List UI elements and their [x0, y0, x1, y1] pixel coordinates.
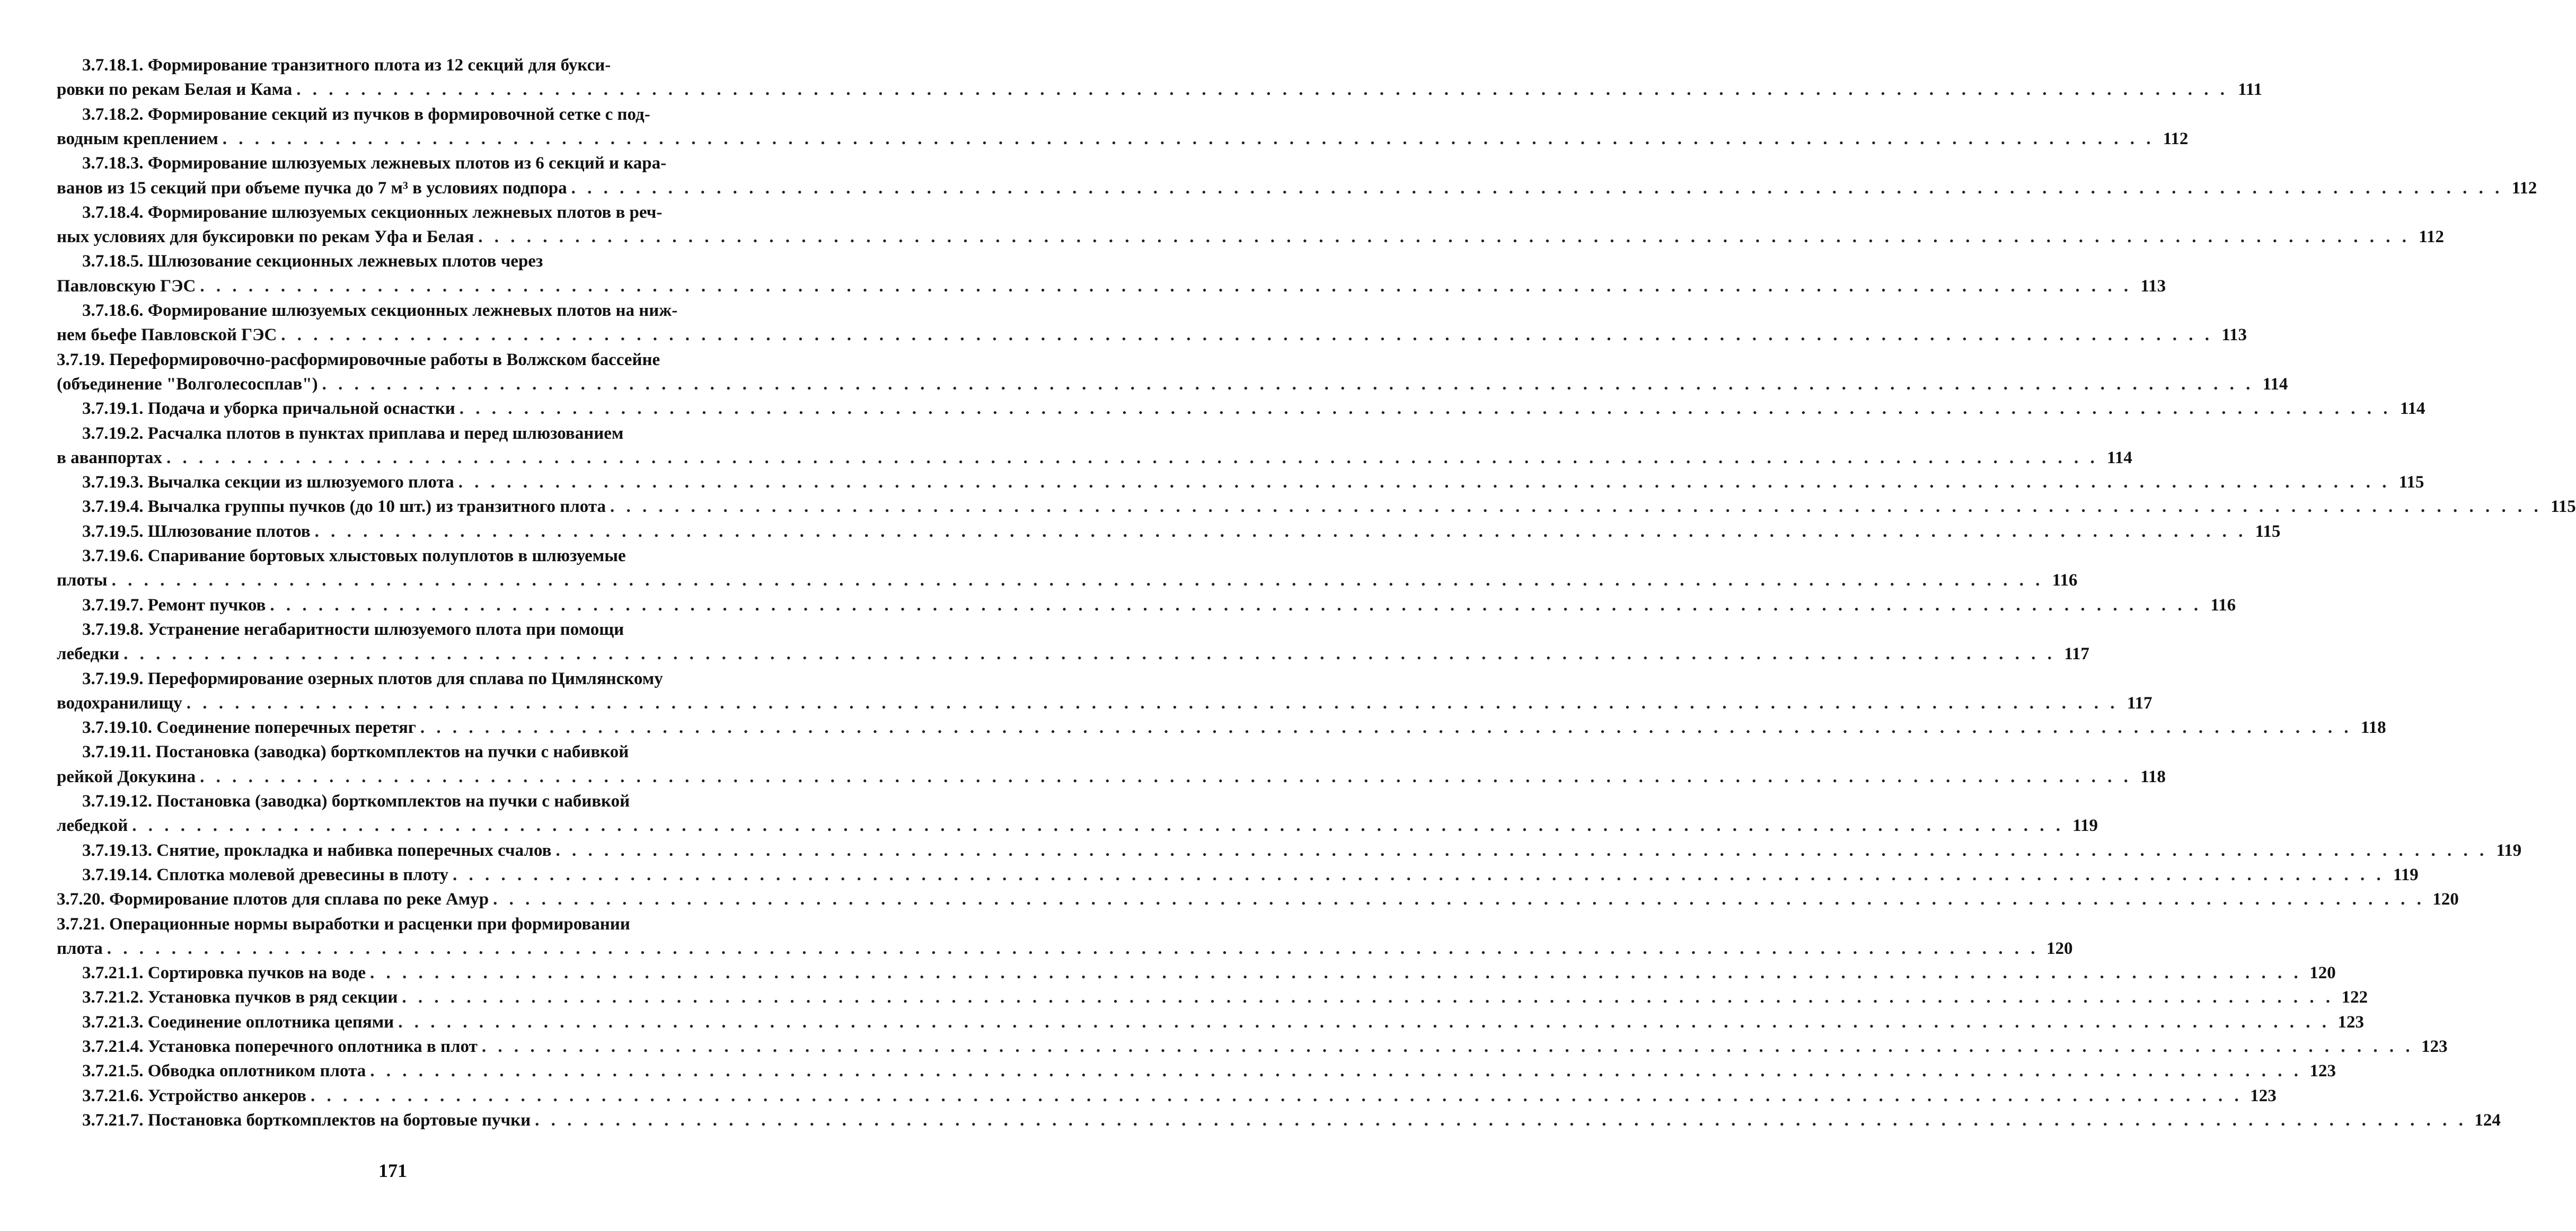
toc-line: [82, 617, 727, 642]
toc-line: [82, 715, 2386, 740]
toc-page-number: 119: [2072, 816, 2098, 836]
dot-leader: . . . . . . . . . . . . . . . . . . . . . . . . . . . . . . . . . . . . . . . . . . . . . . . . . . . . . . . . . . . . . . . . . . . . . . . . . . . . . . . . . . . . . . . . . . . . . . . . . . . . . . . . . . . . . . . . . . . . . . . .: [459, 399, 2392, 419]
toc-entry-title: в аванпортах: [57, 448, 162, 467]
toc-entry-title: 3.7.19.7. Ремонт пучков: [82, 595, 266, 615]
toc-entry-title: 3.7.18.2. Формирование секций из пучков в формировочной сетке с под-: [82, 104, 650, 124]
toc-line: [82, 985, 2368, 1009]
dot-leader: . . . . . . . . . . . . . . . . . . . . . . . . . . . . . . . . . . . . . . . . . . . . . . . . . . . . . . . . . . . . . . . . . . . . . . . . . . . . . . . . . . . . . . . . . . . . . . . . . . . . . . . . . . . . . . . . . . . . . . . .: [186, 693, 2119, 713]
dot-leader: . . . . . . . . . . . . . . . . . . . . . . . . . . . . . . . . . . . . . . . . . . . . . . . . . . . . . . . . . . . . . . . . . . . . . . . . . . . . . . . . . . . . . . . . . . . . . . . . . . . . . . . . . . . . . . . . . . . . . . . .: [123, 644, 2055, 664]
toc-line: [82, 53, 727, 77]
toc-entry-title: нем бьефе Павловской ГЭС: [57, 325, 277, 345]
toc-page-number: 115: [2398, 473, 2424, 492]
toc-entry-title: 3.7.18.1. Формирование транзитного плота из 12 секций для букси-: [82, 56, 611, 75]
toc-entry-title: 3.7.19.8. Устранение негабаритности шлюзуемого плота при помощи: [82, 619, 624, 639]
dot-leader: . . . . . . . . . . . . . . . . . . . . . . . . . . . . . . . . . . . . . . . . . . . . . . . . . . . . . . . . . . . . . . . . . . . . . . . . . . . . . . . . . . . . . . . . . . . . . . . . . . . . . . . . . . . . . . . . . . . . . . . .: [370, 1061, 2302, 1081]
toc-line: [57, 127, 2189, 151]
toc-entry-title: 3.7.19.9. Переформирование озерных плотов для сплава по Цимлянскому: [82, 669, 663, 688]
toc-page-number: 114: [2107, 448, 2132, 467]
toc-line: [82, 298, 727, 323]
toc-entry-title: Павловскую ГЭС: [57, 276, 196, 296]
dot-leader: . . . . . . . . . . . . . . . . . . . . . . . . . . . . . . . . . . . . . . . . . . . . . . . . . . . . . . . . . . . . . . . . . . . . . . . . . . . . . . . . . . . . . . . . . . . . . . . . . . . . . . . . . . . . . . . . . . . . . . . .: [555, 840, 2488, 860]
toc-line: [82, 494, 2576, 519]
dot-leader: . . . . . . . . . . . . . . . . . . . . . . . . . . . . . . . . . . . . . . . . . . . . . . . . . . . . . . . . . . . . . . . . . . . . . . . . . . . . . . . . . . . . . . . . . . . . . . . . . . . . . . . . . . . . . . . . . . . . . . . .: [310, 1086, 2243, 1105]
toc-line: [82, 470, 2424, 494]
dot-leader: . . . . . . . . . . . . . . . . . . . . . . . . . . . . . . . . . . . . . . . . . . . . . . . . . . . . . . . . . . . . . . . . . . . . . . . . . . . . . . . . . . . . . . . . . . . . . . . . . . . . . . . . . . . . . . . . . . . . . . . .: [222, 129, 2155, 148]
toc-page-number: 113: [2221, 325, 2247, 345]
toc-line: [57, 274, 2166, 298]
toc-page-number: 122: [2341, 988, 2368, 1007]
toc-entry-title: лебедки: [57, 644, 120, 664]
toc-page-number: 123: [2421, 1037, 2448, 1056]
toc-line: [57, 176, 2537, 200]
toc-entry-title: 3.7.19. Переформировочно-расформировочные работы в Волжском бассейне: [57, 350, 660, 369]
toc-line: [57, 446, 2132, 470]
toc-line: [82, 789, 727, 813]
toc-entry-title: 3.7.21.7. Постановка борткомплектов на бортовые пучки: [82, 1110, 531, 1130]
toc-line: [82, 200, 727, 225]
toc-entry-title: 3.7.20. Формирование плотов для сплава по реке Амур: [57, 890, 489, 909]
toc-line: [82, 249, 727, 273]
toc-line: [82, 863, 2419, 887]
toc-entry-title: 3.7.18.6. Формирование шлюзуемых секционных лежневых плотов на ниж-: [82, 301, 678, 320]
toc-line: [57, 936, 2073, 961]
toc-page-number: 115: [2551, 497, 2576, 517]
toc-page-number: 120: [2432, 890, 2459, 909]
toc-entry-title: 3.7.21.1. Сортировка пучков на воде: [82, 963, 366, 983]
toc-page-number: 117: [2127, 693, 2152, 713]
toc-entry-title: 3.7.21.4. Установка поперечного оплотника в плот: [82, 1037, 478, 1056]
dot-leader: . . . . . . . . . . . . . . . . . . . . . . . . . . . . . . . . . . . . . . . . . . . . . . . . . . . . . . . . . . . . . . . . . . . . . . . . . . . . . . . . . . . . . . . . . . . . . . . . . . . . . . . . . . . . . . . . . . . . . . . .: [296, 80, 2228, 100]
toc-entry-title: ных условиях для буксировки по рекам Уфа и Белая: [57, 227, 474, 247]
toc-line: [57, 77, 2262, 102]
toc-entry-title: 3.7.19.6. Спаривание бортовых хлыстовых полуплотов в шлюзуемые: [82, 546, 626, 565]
toc-line: [82, 838, 2522, 863]
toc-line: [57, 323, 2247, 347]
toc-line: [82, 961, 2336, 985]
toc-entry-title: (объединение "Волголесосплав"): [57, 374, 318, 394]
toc-entry-title: 3.7.19.13. Снятие, прокладка и набивка поперечных счалов: [82, 840, 552, 860]
toc-page-number: 124: [2474, 1110, 2501, 1130]
toc-entry-title: 3.7.19.10. Соединение поперечных перетяг: [82, 718, 416, 738]
toc-entry-title: 3.7.19.11. Постановка (заводка) борткомплектов на пучки с набивкой: [82, 742, 629, 762]
toc-page-number: 111: [2238, 80, 2262, 100]
dot-leader: . . . . . . . . . . . . . . . . . . . . . . . . . . . . . . . . . . . . . . . . . . . . . . . . . . . . . . . . . . . . . . . . . . . . . . . . . . . . . . . . . . . . . . . . . . . . . . . . . . . . . . . . . . . . . . . . . . . . . . . .: [314, 521, 2247, 541]
toc-line: [82, 1034, 2448, 1059]
dot-leader: . . . . . . . . . . . . . . . . . . . . . . . . . . . . . . . . . . . . . . . . . . . . . . . . . . . . . . . . . . . . . . . . . . . . . . . . . . . . . . . . . . . . . . . . . . . . . . . . . . . . . . . . . . . . . . . . . . . . . . . .: [270, 595, 2202, 615]
dot-leader: . . . . . . . . . . . . . . . . . . . . . . . . . . . . . . . . . . . . . . . . . . . . . . . . . . . . . . . . . . . . . . . . . . . . . . . . . . . . . . . . . . . . . . . . . . . . . . . . . . . . . . . . . . . . . . . . . . . . . . . .: [200, 276, 2132, 296]
toc-line: [57, 348, 727, 372]
toc-line: [82, 151, 727, 175]
toc-line: [82, 519, 2281, 544]
toc-page-number: 112: [2511, 178, 2537, 198]
toc-line: [82, 396, 2425, 421]
dot-leader: . . . . . . . . . . . . . . . . . . . . . . . . . . . . . . . . . . . . . . . . . . . . . . . . . . . . . . . . . . . . . . . . . . . . . . . . . . . . . . . . . . . . . . . . . . . . . . . . . . . . . . . . . . . . . . . . . . . . . . . .: [402, 988, 2334, 1007]
toc-line: [82, 593, 2236, 617]
toc-line: [57, 691, 2152, 715]
dot-leader: . . . . . . . . . . . . . . . . . . . . . . . . . . . . . . . . . . . . . . . . . . . . . . . . . . . . . . . . . . . . . . . . . . . . . . . . . . . . . . . . . . . . . . . . . . . . . . . . . . . . . . . . . . . . . . . . . . . . . . . .: [200, 767, 2132, 786]
toc-entry-title: 3.7.19.3. Вычалка секции из шлюзуемого плота: [82, 473, 454, 492]
toc-entry-title: 3.7.19.2. Расчалка плотов в пунктах приплава и перед шлюзованием: [82, 423, 624, 443]
toc-line: [82, 1059, 2336, 1083]
toc-page-number: 123: [2309, 1061, 2336, 1081]
toc-entry-title: 3.7.19.14. Сплотка молевой древесины в плоту: [82, 865, 448, 884]
toc-page-number: 115: [2255, 521, 2281, 541]
dot-leader: . . . . . . . . . . . . . . . . . . . . . . . . . . . . . . . . . . . . . . . . . . . . . . . . . . . . . . . . . . . . . . . . . . . . . . . . . . . . . . . . . . . . . . . . . . . . . . . . . . . . . . . . . . . . . . . . . . . . . . . .: [398, 1012, 2330, 1032]
toc-page-number: 123: [2250, 1086, 2277, 1105]
toc-entry-title: 3.7.19.4. Вычалка группы пучков (до 10 шт.) из транзитного плота: [82, 497, 606, 517]
toc-entry-title: 3.7.18.4. Формирование шлюзуемых секционных лежневых плотов в реч-: [82, 202, 663, 222]
toc-entry-title: ванов из 15 секций при объеме пучка до 7 м³ в условиях подпора: [57, 178, 567, 198]
toc-page-number: 119: [2393, 865, 2419, 884]
dot-leader: . . . . . . . . . . . . . . . . . . . . . . . . . . . . . . . . . . . . . . . . . . . . . . . . . . . . . . . . . . . . . . . . . . . . . . . . . . . . . . . . . . . . . . . . . . . . . . . . . . . . . . . . . . . . . . . . . . . . . . . .: [281, 325, 2213, 345]
toc-page-number: 117: [2064, 644, 2089, 664]
toc-entry-title: плоты: [57, 571, 108, 590]
toc-entry-title: 3.7.21.2. Установка пучков в ряд секции: [82, 988, 398, 1007]
toc-page-number: 120: [2046, 938, 2073, 958]
page-number: 171: [378, 1160, 407, 1181]
toc-page-number: 114: [2262, 374, 2288, 394]
toc-line: [82, 1108, 2501, 1132]
toc-entry-title: водным креплением: [57, 129, 218, 148]
toc-entry-title: 3.7.21. Операционные нормы выработки и расценки при формировании: [57, 914, 630, 934]
toc-line: [82, 1084, 2277, 1108]
toc-entry-title: 3.7.21.6. Устройство анкеров: [82, 1086, 306, 1105]
toc-entry-title: ровки по рекам Белая и Кама: [57, 80, 293, 100]
toc-entry-title: 3.7.21.5. Обводка оплотником плота: [82, 1061, 366, 1081]
toc-line: [57, 887, 2459, 911]
dot-leader: . . . . . . . . . . . . . . . . . . . . . . . . . . . . . . . . . . . . . . . . . . . . . . . . . . . . . . . . . . . . . . . . . . . . . . . . . . . . . . . . . . . . . . . . . . . . . . . . . . . . . . . . . . . . . . . . . . . . . . . .: [610, 497, 2542, 517]
dot-leader: . . . . . . . . . . . . . . . . . . . . . . . . . . . . . . . . . . . . . . . . . . . . . . . . . . . . . . . . . . . . . . . . . . . . . . . . . . . . . . . . . . . . . . . . . . . . . . . . . . . . . . . . . . . . . . . . . . . . . . . .: [493, 890, 2425, 909]
dot-leader: . . . . . . . . . . . . . . . . . . . . . . . . . . . . . . . . . . . . . . . . . . . . . . . . . . . . . . . . . . . . . . . . . . . . . . . . . . . . . . . . . . . . . . . . . . . . . . . . . . . . . . . . . . . . . . . . . . . . . . . .: [478, 227, 2410, 247]
toc-entry-title: 3.7.21.3. Соединение оплотника цепями: [82, 1012, 394, 1032]
toc-page-number: 112: [2163, 129, 2189, 148]
toc-line: [82, 102, 727, 127]
toc-entry-title: 3.7.19.12. Постановка (заводка) борткомплектов на пучки с набивкой: [82, 792, 630, 811]
dot-leader: . . . . . . . . . . . . . . . . . . . . . . . . . . . . . . . . . . . . . . . . . . . . . . . . . . . . . . . . . . . . . . . . . . . . . . . . . . . . . . . . . . . . . . . . . . . . . . . . . . . . . . . . . . . . . . . . . . . . . . . .: [481, 1037, 2414, 1056]
toc-line: [57, 568, 2078, 592]
toc-page-number: 118: [2140, 767, 2166, 786]
toc-page-number: 114: [2399, 399, 2425, 419]
toc-entry-title: лебедкой: [57, 816, 128, 836]
toc-entry-title: 3.7.18.5. Шлюзование секционных лежневых плотов через: [82, 252, 543, 271]
dot-leader: . . . . . . . . . . . . . . . . . . . . . . . . . . . . . . . . . . . . . . . . . . . . . . . . . . . . . . . . . . . . . . . . . . . . . . . . . . . . . . . . . . . . . . . . . . . . . . . . . . . . . . . . . . . . . . . . . . . . . . . .: [107, 938, 2039, 958]
toc-page-number: 112: [2419, 227, 2444, 247]
toc-entry-title: 3.7.19.5. Шлюзование плотов: [82, 521, 311, 541]
dot-leader: . . . . . . . . . . . . . . . . . . . . . . . . . . . . . . . . . . . . . . . . . . . . . . . . . . . . . . . . . . . . . . . . . . . . . . . . . . . . . . . . . . . . . . . . . . . . . . . . . . . . . . . . . . . . . . . . . . . . . . . .: [111, 571, 2044, 590]
dot-leader: . . . . . . . . . . . . . . . . . . . . . . . . . . . . . . . . . . . . . . . . . . . . . . . . . . . . . . . . . . . . . . . . . . . . . . . . . . . . . . . . . . . . . . . . . . . . . . . . . . . . . . . . . . . . . . . . . . . . . . . .: [452, 865, 2385, 884]
toc-line: [82, 740, 727, 764]
toc-entry-title: водохранилищу: [57, 693, 182, 713]
toc-page-number: 116: [2052, 571, 2078, 590]
dot-leader: . . . . . . . . . . . . . . . . . . . . . . . . . . . . . . . . . . . . . . . . . . . . . . . . . . . . . . . . . . . . . . . . . . . . . . . . . . . . . . . . . . . . . . . . . . . . . . . . . . . . . . . . . . . . . . . . . . . . . . . .: [535, 1110, 2467, 1130]
toc-page-number: 113: [2140, 276, 2166, 296]
toc-page-number: 116: [2210, 595, 2236, 615]
dot-leader: . . . . . . . . . . . . . . . . . . . . . . . . . . . . . . . . . . . . . . . . . . . . . . . . . . . . . . . . . . . . . . . . . . . . . . . . . . . . . . . . . . . . . . . . . . . . . . . . . . . . . . . . . . . . . . . . . . . . . . . .: [571, 178, 2503, 198]
dot-leader: . . . . . . . . . . . . . . . . . . . . . . . . . . . . . . . . . . . . . . . . . . . . . . . . . . . . . . . . . . . . . . . . . . . . . . . . . . . . . . . . . . . . . . . . . . . . . . . . . . . . . . . . . . . . . . . . . . . . . . . .: [370, 963, 2302, 983]
toc-line: [57, 225, 2444, 249]
dot-leader: . . . . . . . . . . . . . . . . . . . . . . . . . . . . . . . . . . . . . . . . . . . . . . . . . . . . . . . . . . . . . . . . . . . . . . . . . . . . . . . . . . . . . . . . . . . . . . . . . . . . . . . . . . . . . . . . . . . . . . . .: [132, 816, 2064, 836]
toc-entry-title: рейкой Докукина: [57, 767, 196, 786]
toc-page-number: 118: [2360, 718, 2386, 738]
toc-line: [57, 642, 2089, 666]
toc-entry-title: плота: [57, 938, 103, 958]
toc-line: [57, 765, 2166, 789]
dot-leader: . . . . . . . . . . . . . . . . . . . . . . . . . . . . . . . . . . . . . . . . . . . . . . . . . . . . . . . . . . . . . . . . . . . . . . . . . . . . . . . . . . . . . . . . . . . . . . . . . . . . . . . . . . . . . . . . . . . . . . . .: [458, 473, 2390, 492]
toc-page-number: 123: [2337, 1012, 2364, 1032]
toc-entry-title: 3.7.18.3. Формирование шлюзуемых лежневых плотов из 6 секций и кара-: [82, 154, 667, 173]
dot-leader: . . . . . . . . . . . . . . . . . . . . . . . . . . . . . . . . . . . . . . . . . . . . . . . . . . . . . . . . . . . . . . . . . . . . . . . . . . . . . . . . . . . . . . . . . . . . . . . . . . . . . . . . . . . . . . . . . . . . . . . .: [322, 374, 2254, 394]
toc-page-number: 120: [2309, 963, 2336, 983]
toc-entry-title: 3.7.19.1. Подача и уборка причальной оснастки: [82, 399, 455, 419]
dot-leader: . . . . . . . . . . . . . . . . . . . . . . . . . . . . . . . . . . . . . . . . . . . . . . . . . . . . . . . . . . . . . . . . . . . . . . . . . . . . . . . . . . . . . . . . . . . . . . . . . . . . . . . . . . . . . . . . . . . . . . . .: [420, 718, 2352, 738]
toc-line: [57, 912, 727, 936]
toc-line: [82, 1010, 2364, 1034]
toc-line: [82, 421, 727, 446]
toc-line: [57, 372, 2288, 396]
toc-line: [57, 813, 2098, 838]
toc-line: [82, 667, 727, 691]
toc-line: [82, 544, 727, 568]
dot-leader: . . . . . . . . . . . . . . . . . . . . . . . . . . . . . . . . . . . . . . . . . . . . . . . . . . . . . . . . . . . . . . . . . . . . . . . . . . . . . . . . . . . . . . . . . . . . . . . . . . . . . . . . . . . . . . . . . . . . . . . .: [166, 448, 2098, 467]
toc-page-number: 119: [2496, 840, 2522, 860]
